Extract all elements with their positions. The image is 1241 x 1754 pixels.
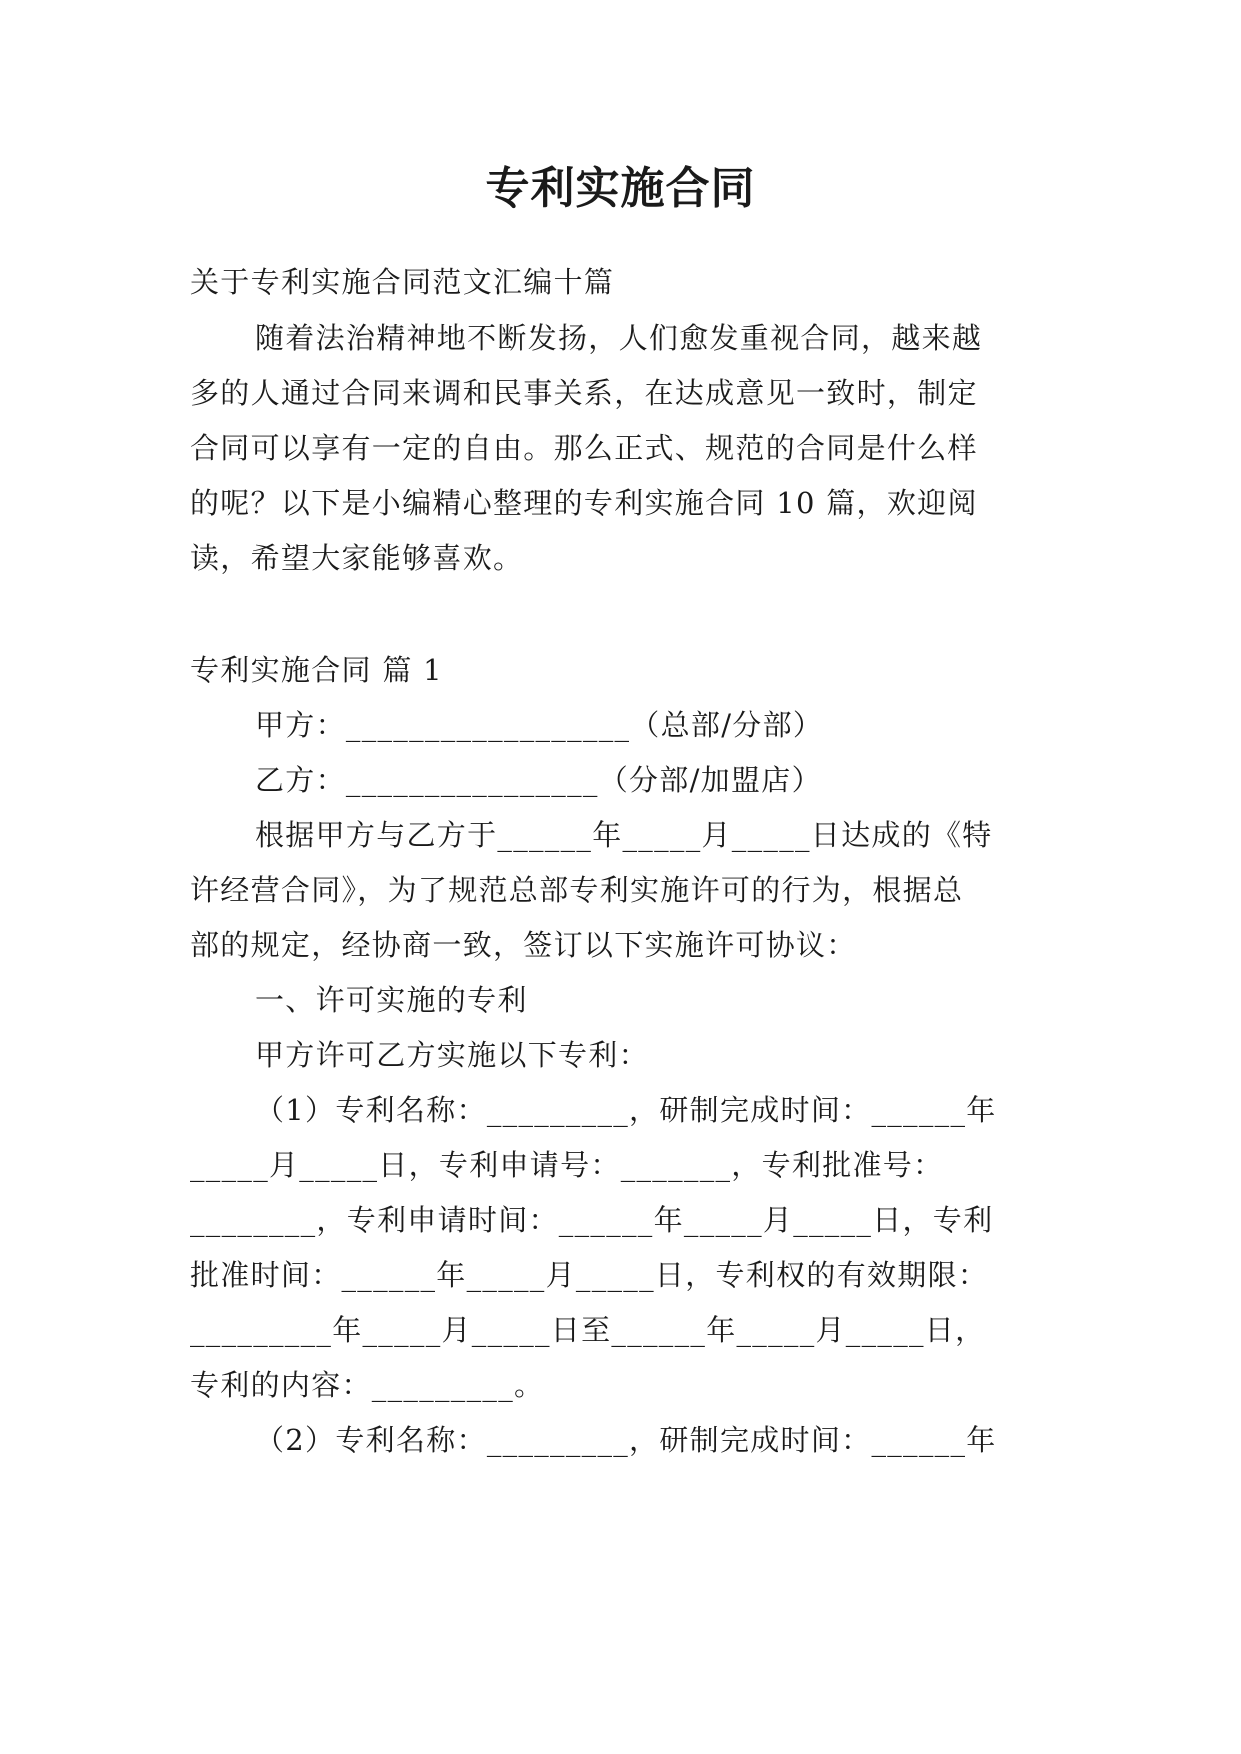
document-title: 专利实施合同: [485, 163, 756, 214]
patent-item-line: （2）专利名称：_________，研制完成时间：______年: [255, 1423, 997, 1457]
intro-line: 多的人通过合同来调和民事关系，在达成意见一致时，制定: [190, 376, 978, 410]
intro-line: 的呢？以下是小编精心整理的专利实施合同 10 篇，欢迎阅: [190, 486, 978, 520]
party-a-line: 甲方：__________________（总部/分部）: [255, 708, 824, 742]
patent-item-line: （1）专利名称：_________，研制完成时间：______年: [255, 1093, 997, 1127]
intro-line: 随着法治精神地不断发扬，人们愈发重视合同，越来越: [255, 321, 983, 355]
subtitle-line: 关于专利实施合同范文汇编十篇: [190, 265, 615, 299]
patent-item-line: _________年_____月_____日至______年_____月_____日，: [190, 1313, 986, 1347]
patent-item-line: 批准时间：______年_____月_____日，专利权的有效期限：: [190, 1258, 989, 1292]
patent-item-line: 专利的内容：_________。: [190, 1368, 545, 1402]
body-line: 根据甲方与乙方于______年_____月_____日达成的《特: [255, 818, 993, 852]
body-line: 甲方许可乙方实施以下专利：: [255, 1038, 649, 1072]
intro-line: 读，希望大家能够喜欢。: [190, 541, 524, 575]
body-line: 部的规定，经协商一致，签订以下实施许可协议：: [190, 928, 857, 962]
party-b-line: 乙方：________________（分部/加盟店）: [255, 763, 822, 797]
patent-item-line: _____月_____日，专利申请号：_______，专利批准号：: [190, 1148, 944, 1182]
clause-heading: 一、许可实施的专利: [255, 983, 528, 1017]
section-heading: 专利实施合同 篇 1: [190, 653, 443, 687]
intro-line: 合同可以享有一定的自由。那么正式、规范的合同是什么样: [190, 431, 978, 465]
body-line: 许经营合同》，为了规范总部专利实施许可的行为，根据总: [190, 873, 964, 907]
patent-item-line: ________，专利申请时间：______年_____月_____日，专利: [190, 1203, 994, 1237]
